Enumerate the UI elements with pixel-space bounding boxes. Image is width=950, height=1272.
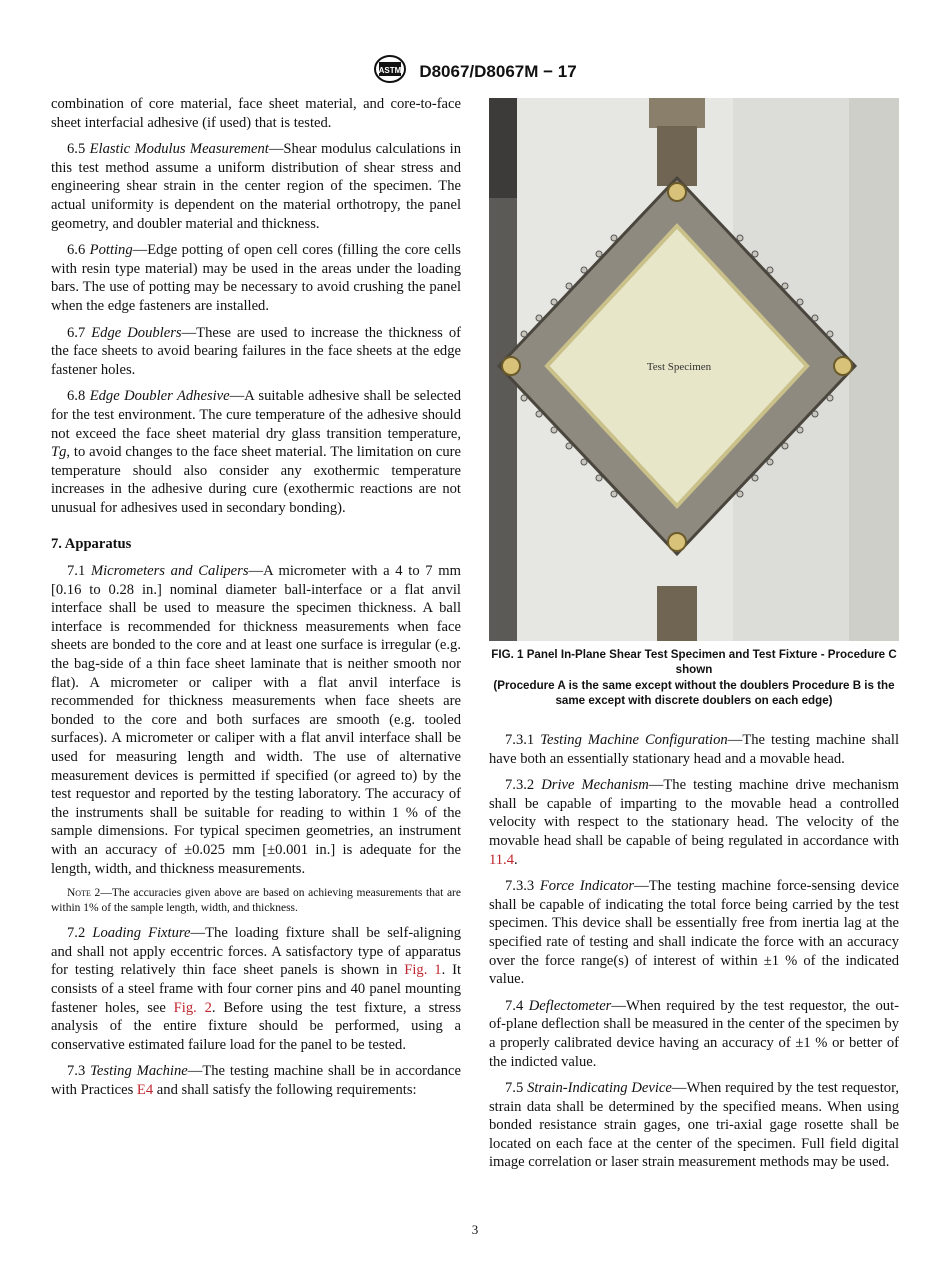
caption-line-1: FIG. 1 Panel In-Plane Shear Test Specimen and Test Fixture - Procedure C shown bbox=[491, 648, 897, 677]
fig-1-link[interactable]: Fig. 1 bbox=[404, 962, 442, 979]
astm-logo-text: ASTM bbox=[378, 66, 402, 75]
section-7-2: 7.2 Loading Fixture—The loading fixture shall be self-aligning and shall not apply eccentric forces. A satisfactory type of apparatus for testing relatively thin face sheet panels is shown in Fig. 1. It consists of a steel frame with four corner pins and 40 panel mounting fastener holes, see Fig. 2. Before using the test fixture, a stress analysis of the entire fixture should be performed, using a conservative estimated failure load for the panel to be tested. bbox=[51, 925, 462, 1053]
section-6-6: 6.6 Potting—Edge potting of open cell cores (filling the core cells with resin type material) may be used in the areas under the loading bars. The use of potting may be necessary to avoid crushing the panel when the edge fasteners are installed. bbox=[51, 242, 461, 314]
figure-caption bbox=[489, 647, 899, 709]
paragraph-continued: combination of core material, face sheet material, and core-to-face sheet interfacial adhesive (if used) that is tested. bbox=[51, 96, 461, 131]
fig-2-link[interactable]: Fig. 2 bbox=[173, 999, 212, 1016]
section-7-1: 7.1 Micrometers and Calipers—A micrometer with a 4 to 7 mm [0.16 to 0.28 in.] nominal diameter ball-interface or a flat anvil interface shall be used to measure the specimen thickness. A ball interface is recommended for thickness measurements when face sheets are bonded to the core and at least one surface is irregular (e.g. the bag-side of a thin face sheet laminate that is neither smooth nor flat). A micrometer or caliper with a flat anvil interface is recommended for thickness measurements when face sheets are bonded to the core and both surfaces are smooth (e.g. tooled surfaces). A micrometer or caliper with a flat anvil interface shall be used for measuring length and width. The use of alternative measurement devices is permitted if specified (or agreed to) by the test requestor and reported by the testing laboratory. The accuracy of the instruments shall be suitable for reading to within 1 % of the sample dimensions. For typical specimen geometries, an instrument with an accuracy of ±0.025 mm [±0.001 in.] is adequate for the length, width, and thickness measurements. bbox=[51, 563, 461, 877]
page-header bbox=[0, 54, 950, 89]
caption-line-2: (Procedure A is the same except without the doublers Procedure B is the same except with discrete doublers on each edge) bbox=[493, 678, 895, 708]
standard-designation: D8067/D8067M − 17 bbox=[419, 61, 577, 81]
section-7-3-2: 7.3.2 Drive Mechanism—The testing machine drive mechanism shall be capable of imparting to the movable head a controlled velocity with respect to the stationary head. The velocity of the movable head shall be capable of being regulated in accordance with 11.4. bbox=[489, 777, 900, 868]
section-7-4: 7.4 Deflectometer—When required by the test requestor, the out-of-plane deflection shall be measured in the center of the specimen by a properly calibrated device having an accuracy of ±1 % or better of the indicted value. bbox=[489, 997, 899, 1070]
section-7-5: 7.5 Strain-Indicating Device—When required by the test requestor, strain data shall be determined by the specified means. When using bonded resistance strain gages, one tri-axial gage rosette shall be located on each face at the center of the specimen. Full field digital image correlation or laser strain measurement methods may be used. bbox=[489, 1080, 899, 1171]
left-column bbox=[51, 95, 461, 1108]
section-7-3-1: 7.3.1 Testing Machine Configuration—The testing machine shall have both an essentially stationary head and a movable head. bbox=[489, 732, 900, 767]
astm-logo bbox=[373, 54, 407, 89]
section-7-3: 7.3 Testing Machine—The testing machine shall be in accordance with Practices E4 and shall satisfy the following requirements: bbox=[51, 1063, 461, 1098]
right-column bbox=[489, 731, 899, 1180]
page-number: 3 bbox=[471, 1222, 479, 1237]
section-6-7: 6.7 Edge Doublers—These are used to increase the thickness of the face sheets to avoid bearing failures in the face sheets at the edge fastener holes. bbox=[51, 324, 461, 378]
section-heading-apparatus: 7. Apparatus bbox=[51, 536, 132, 553]
section-6-5: 6.5 Elastic Modulus Measurement—Shear modulus calculations in this test method assume a uniform distribution of shear stress and engineering shear strain in the center region of the specimen. The actual uniformity is dependent on the material orthotropy, the panel geometry, and doubler material and thickness. bbox=[51, 141, 461, 232]
section-11-4-link[interactable]: 11.4 bbox=[489, 851, 514, 868]
note-2: Note 2—The accuracies given above are based on achieving measurements that are within 1% of the sample length, width, and thickness. bbox=[51, 887, 461, 915]
section-7-3-3: 7.3.3 Force Indicator—The testing machine force-sensing device shall be capable of indicating the total force being carried by the test specimen. This device shall be essentially free from inertia lag at the specified rate of testing and shall indicate the force with an accuracy over the force range(s) of interest of within ±1 % of the indicated value. bbox=[489, 878, 900, 988]
figure-1 bbox=[489, 98, 899, 709]
fixture-photo bbox=[489, 98, 899, 641]
section-6-8: 6.8 Edge Doubler Adhesive—A suitable adhesive shall be selected for the test environment. The cure temperature of the adhesive should not exceed the face sheet material dry glass transition temperature, Tg, to avoid changes to the face sheet material. The limitation on cure temperature should also consider any exothermic temperature increases in the adhesive during cure (exothermic reactions are not unusual for adhesives used in secondary bonding). bbox=[51, 388, 461, 516]
e4-link[interactable]: E4 bbox=[136, 1081, 154, 1098]
test-specimen-label: Test Specimen bbox=[646, 361, 712, 373]
